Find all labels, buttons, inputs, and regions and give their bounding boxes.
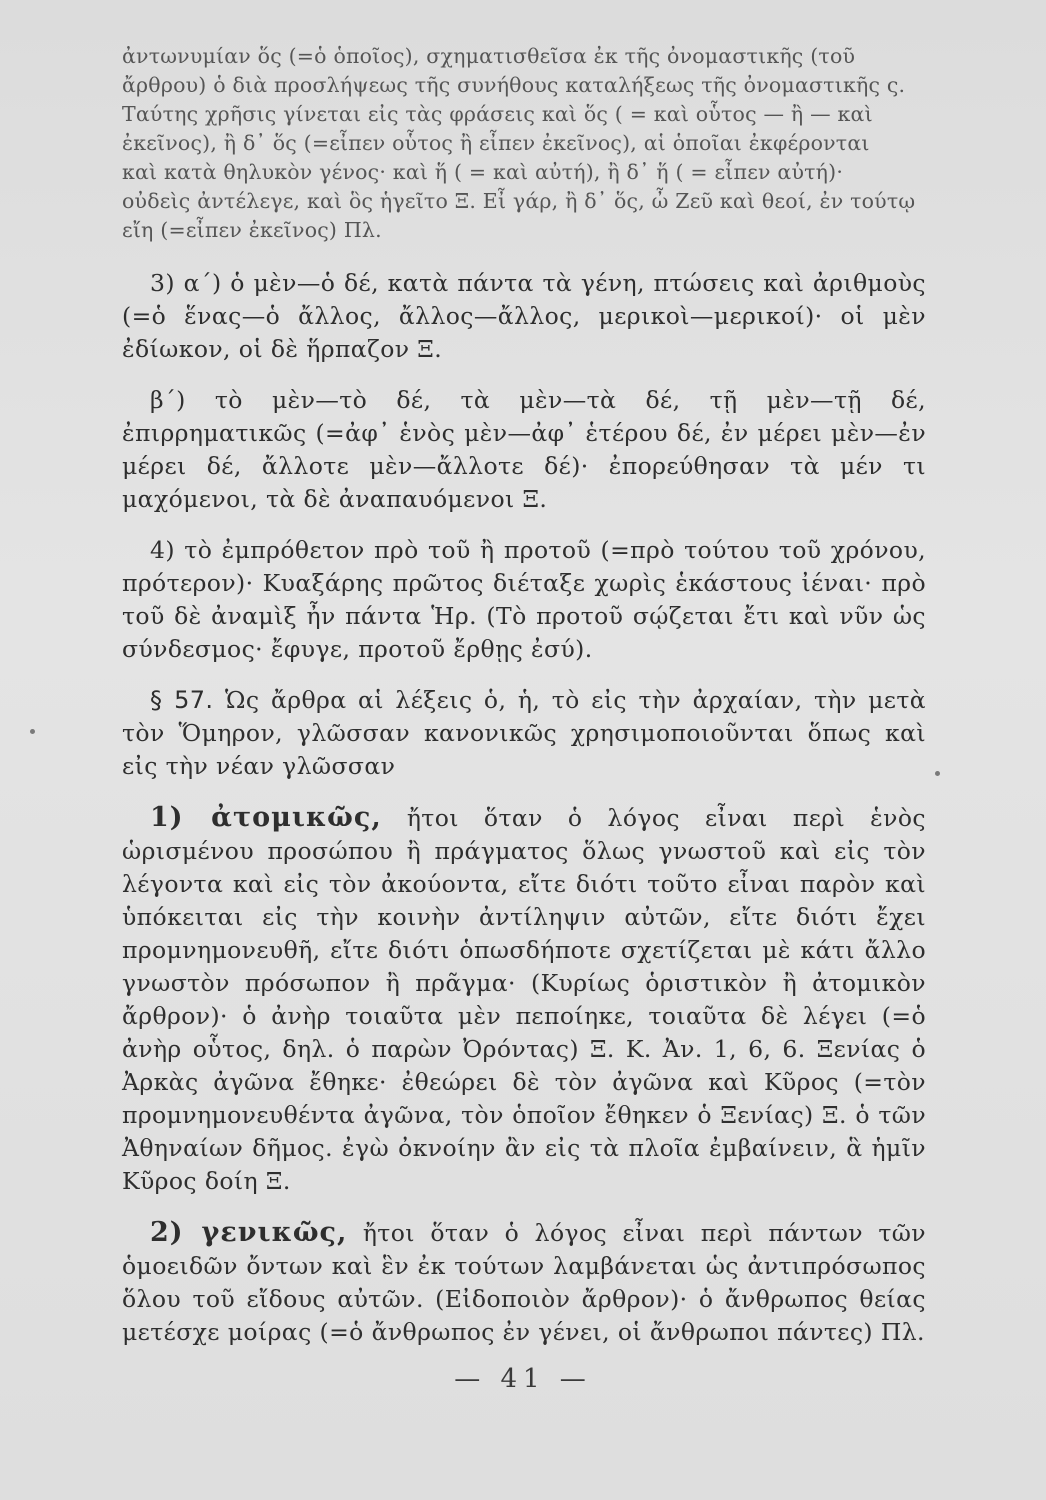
item-2-heading: 2) γενικῶς, (150, 1217, 348, 1248)
text-line: εἴη (=εἶπεν ἐκεῖνος) Πλ. (122, 218, 382, 242)
margin-dot (935, 771, 940, 776)
margin-dot (30, 729, 35, 734)
item-1 (122, 801, 926, 1198)
item-1-heading: 1) ἀτομικῶς, (150, 802, 382, 833)
section-text: Ὡς ἄρθρα αἱ λέξεις ὁ, ἡ, τὸ εἰς τὴν ἀρχαίαν, τὴν μετὰ τὸν Ὅμηρον, γλῶσσαν κανονικῶς χρησιμοποιοῦνται ὅπως καὶ εἰς τὴν νέαν γλῶσσαν (122, 686, 927, 780)
text-line: ἄρθρου) ὁ διὰ προσλήψεως τῆς συνήθους καταλήξεως τῆς ὀνομαστικῆς ς. (122, 73, 906, 97)
item-1-text: ἤτοι ὅταν ὁ λόγος εἶναι περὶ ἑνὸς ὡρισμένου προσώπου ἢ πράγματος ὅλως γνωστοῦ καὶ εἰς τὸν λέγοντα καὶ εἰς τὸν ἀκούοντα, εἴτε διότι τοῦτο εἶναι παρὸν καὶ ὑπόκειται εἰς τὴν κοινὴν ἀντίληψιν αὐτῶν, εἴτε διότι ἔχει προμνημονευθῆ, εἴτε διότι ὁπωσδήποτε σχετίζεται μὲ κάτι ἄλλο γνωστὸν πρόσωπον ἢ πρᾶγμα· (Κυρίως ὁριστικὸν ἢ ἀτομικὸν ἄρθρον)· ὁ ἀνὴρ τοιαῦτα μὲν πεποίηκε, τοιαῦτα δὲ λέγει (=ὁ ἀνὴρ οὗτος, δηλ. ὁ παρὼν Ὀρόντας) Ξ. Κ. Ἀν. 1, 6, 6. Ξενίας ὁ Ἀρκὰς ἀγῶνα ἔθηκε· ἐθεώρει δὲ τὸν ἀγῶνα καὶ Κῦρος (=τὸν προμνημονευθέντα ἀγῶνα, τὸν ὁποῖον ἔθηκεν ὁ Ξενίας) Ξ. ὁ τῶν Ἀθηναίων δῆμος. ἐγὼ ὀκνοίην ἂν εἰς τὰ πλοῖα ἐμβαίνειν, ἃ ἡμῖν Κῦρος δοίη Ξ. (122, 804, 926, 1195)
text-line: ἀντωνυμίαν ὅς (=ὁ ὁποῖος), σχηματισθεῖσα ἐκ τῆς ὀνομαστικῆς (τοῦ (122, 44, 856, 68)
section-number: § 57. (150, 686, 214, 714)
item-2-text: ἤτοι ὅταν ὁ λόγος εἶναι περὶ πάντων τῶν ὁμοειδῶν ὄντων καὶ ἓν ἐκ τούτων λαμβάνεται ὡς ἀντιπρόσωπος ὅλου τοῦ εἴδους αὐτῶν. (Εἰδοποιὸν ἄρθρον)· ὁ ἄνθρωπος θείας μετέσχε μοίρας (=ὁ ἄνθρωπος ἐν γένει, οἱ ἄνθρωποι πάντες) Πλ. (122, 1219, 926, 1346)
text-line: Ταύτης χρῆσις γίνεται εἰς τὰς φράσεις καὶ ὅς ( = καὶ οὗτος — ἢ — καὶ (122, 102, 873, 126)
text-line: οὐδεὶς ἀντέλεγε, καὶ ὃς ἡγεῖτο Ξ. Εἶ γάρ, ἢ δ᾽ ὅς, ὦ Ζεῦ καὶ θεοί, ἐν τούτῳ (122, 189, 916, 213)
top-paragraph (122, 42, 926, 245)
paragraph-3a: 3) α΄) ὁ μὲν—ὁ δέ, κατὰ πάντα τὰ γένη, πτώσεις καὶ ἀριθμοὺς (=ὁ ἕνας—ὁ ἄλλος, ἄλλος—ἄλλος, μερικοὶ—μερικοί)· οἱ μὲν ἐδίωκον, οἱ δὲ ἥρπαζον Ξ. (122, 269, 926, 363)
text-line: ἐκεῖνος), ἢ δ᾽ ὅς (=εἶπεν οὗτος ἢ εἶπεν ἐκεῖνος), αἱ ὁποῖαι ἐκφέρονται (122, 131, 870, 155)
text-line: καὶ κατὰ θηλυκὸν γένος· καὶ ἥ ( = καὶ αὐτή), ἢ δ᾽ ἥ ( = εἶπεν αὐτή)· (122, 160, 844, 184)
page-number: — 41 — (454, 1364, 592, 1394)
paragraph-4: 4) τὸ ἐμπρόθετον πρὸ τοῦ ἢ προτοῦ (=πρὸ τούτου τοῦ χρόνου, πρότερον)· Κυαξάρης πρῶτος διέταξε χωρὶς ἑκάστους ἰέναι· πρὸ τοῦ δὲ ἀναμὶξ ἦν πάντα Ἡρ. (Τὸ προτοῦ σῴζεται ἔτι καὶ νῦν ὡς σύνδεσμος· ἔφυγε, προτοῦ ἔρθῃς ἐσύ). (122, 536, 926, 663)
section-57 (122, 684, 926, 783)
item-2 (122, 1216, 926, 1349)
paragraph-3b: β΄) τὸ μὲν—τὸ δέ, τὰ μὲν—τὰ δέ, τῇ μὲν—τῇ δέ, ἐπιρρηματικῶς (=ἀφ᾽ ἑνὸς μὲν—ἀφ᾽ ἑτέρου δέ, ἐν μέρει μὲν—ἐν μέρει δέ, ἄλλοτε μὲν—ἄλλοτε δέ)· ἐπορεύθησαν τὰ μέν τι μαχόμενοι, τὰ δὲ ἀναπαυόμενοι Ξ. (122, 386, 926, 513)
